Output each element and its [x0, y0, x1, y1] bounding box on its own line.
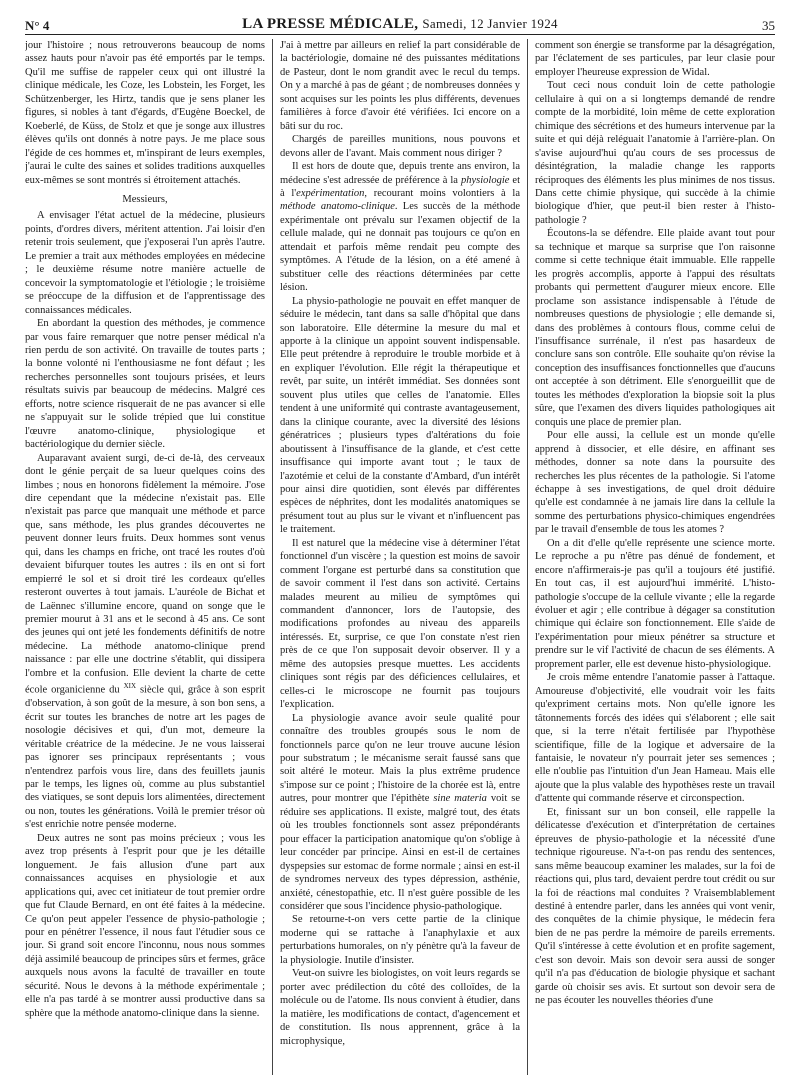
column-rule — [527, 39, 528, 1075]
paragraph: Veut-on suivre les biologistes, on voit leurs regards se porter avec prédilection du côté des colloïdes, de la molécule ou de l'atome. Ils nous convient à étudier, dans la matière, les modifications de contact, d'agencement et de constitution. Ils nous apprennent, grâce à la microphysique, — [280, 968, 520, 1047]
journal-title: LA PRESSE MÉDICALE, — [242, 16, 419, 32]
text-run: voit se réduire ses applications. Il existe, malgré tout, des états où les troubles fonctionnels sont assez prépondérants pour effacer la participation anatomique qu'on s'oblige à leur concéder par principe. Ainsi en est-il de certaines dyspepsies sur estomac de forme normale ; ainsi en est-il de syndromes nerveux des types dépression, asthénie, anxiété, cénestopathie, etc. Il n'est guère possible de les considérer que sous l'incidence physio-pathologique. — [280, 793, 520, 912]
paragraph: A envisager l'état actuel de la médecine, plusieurs points, d'ordres divers, méritent attention. J'ai loisir d'en retenir trois seulement, que j'exposerai l'un après l'autre. Le premier a trait aux méthodes employées en médecine ; le deuxième résume notre manière actuelle de concevoir la symptomatologie et l'étiologie ; le troisième se préoccupe de la diffusion et de l'apprentissage des connaissances médicales. — [25, 210, 265, 316]
paragraph — [280, 712, 520, 914]
column-middle — [280, 39, 520, 1075]
column-rule — [272, 39, 273, 1075]
text-run: Il est hors de doute que, depuis trente ans environ, la médecine s'est adressée de préférence à la — [280, 161, 520, 186]
paragraph — [25, 452, 265, 832]
text-run: et à l' — [280, 174, 520, 199]
italic-term: sine materia — [433, 793, 487, 805]
paragraph: On a dit d'elle qu'elle représente une science morte. Le reproche a pu n'être pas dénué de fondement, et encore n'affirmerais-je pas qu'il a toujours été justifié. En tout cas, il est aujourd'hui immérité. L'histo-pathologie s'occupe de la cellule vivante ; elle la regarde évoluer et agir ; elle contribue à dégager sa constitution chimique qui éclaire son fonctionnement. Elle s'aide de l'expérimentation pour mieux pénétrer sa structure et prendre sur le vif l'activité de chacun de ses éléments. A proprement parler, elle est devenue histo-physiologique. — [535, 537, 775, 670]
issue-date: Samedi, 12 Janvier 1924 — [422, 16, 558, 31]
journal-title-line — [25, 16, 775, 33]
text-run: La physiologie avance avoir seule qualité pour connaître des troubles groupés sous le nom de fonctionnels parce qu'on ne leur trouve aucune lésion pour substratum ; le mécanisme serait faussé sans que soit altéré le moteur. Mais la plus extrême prudence s'impose sur ce point ; l'histoire de la chorée est là, entre autres, pour montrer que l'épithète — [280, 712, 520, 805]
paragraph: Chargés de pareilles munitions, nous pouvons et devons aller de l'avant. Mais comment nous diriger ? — [280, 134, 520, 159]
text-run: siècle qui, grâce à son esprit d'observation, à son goût de la mesure, à son bon sens, a écrit sur toutes les branches de notre art les pages de nosologie décisives et qui, d'un mot, demeure la véritable créatrice de la médecine. Je ne vous laisserai pas ignorer ses principaux représentants ; vous n'entendrez parfois vous lire, dans des feuillets jaunis par le temps, les lignes où, comme au plus substantiel des viatiques, se sont depuis lors alimentées, directement ou non, toutes les générations. Voilà le premier trésor où s'est enrichie notre pensée moderne. — [25, 684, 265, 831]
text-run: Auparavant avaient surgi, de-ci de-là, des cerveaux dont le génie perçait de sa lueur quelques coins des limbes ; nous en honorons fidèlement la mémoire. J'ose dire cependant que la médecine n'existait pas. Elle n'existait pas parce que manquait une méthode et parce que, sans méthode, les plus grandes découvertes ne peuvent donner leurs fruits. Deux hommes sont venus qui, dans les champs en friche, ont tracé les routes d'où devaient bifurquer toutes les autres : ils en ont si fort empierré le sol et si droit tiré les cordeaux qu'elles resteront ouvertes à tout jamais. L'auréole de Bichat et de Laënnec s'illumine encore, quand on songe que le premier mourut à 31 ans et le second à 45 ans. Ce sont des jeunes qui ont jeté les fondements définitifs de notre médecine. La méthode anatomo-clinique prend naissance : par elle une doctrine s'établit, qui dissipera l'ombre et la confusion. Elle devient la charte de cette école organicienne du — [25, 452, 265, 696]
paragraph: Se retourne-t-on vers cette partie de la clinique moderne qui se rattache à l'anaphylaxie et aux perturbations humorales, on n'y pénètre qu'à la faveur de la physiologie. Inutile d'insister. — [280, 914, 520, 966]
paragraph: J'ai à mettre par ailleurs en relief la part considérable de la bactériologie, domaine né des puissantes méditations de Pasteur, dont le nom grandit avec le recul du temps. On y a marché à pas de géant ; de nombreuses données y sont acquises sur les points les plus différents, devenues familières à force d'avoir été vérifiées. Ici encore on a bâti sur du roc. — [280, 40, 520, 132]
column-right — [535, 39, 775, 1075]
paragraph: Pour elle aussi, la cellule est un monde qu'elle apprend à dissocier, et elle désire, en affinant ses méthodes, donner sa note dans la poursuite des recherches les plus récentes de la pathologie. Si l'atome échappe à ses investigations, de quel droit déduire qu'elle est condamnée à ne jamais lire dans la cellule la somme des perturbations physico-chimiques engendrées par le travail d'ensemble de tous les atomes ? — [535, 430, 775, 536]
paragraph: Tout ceci nous conduit loin de cette pathologie cellulaire à qui on a si longtemps demandé de rendre compte de la morbidité, loin même de cette exploration chimique des sécrétions et des humeurs intervenue par la suite et qui déjà reléguait l'anatomie à l'arrière-plan. On s'avise aujourd'hui qu'au cours de ses processus de désintégration, la maladie change les rapports réciproques des éléments les plus minimes de nos tissus. Dans cette chimie physique, qui succède à la chimie biologique d'hier, que peut-il bien rester à l'histo-pathologie ? — [535, 80, 775, 226]
page-number: 35 — [762, 18, 775, 33]
paragraph: Il est naturel que la médecine vise à déterminer l'état fonctionnel d'un viscère ; la question est moins de savoir comment l'organe est perturbé dans sa constitution que de savoir comment il l'est dans son activité. Certains malades meurent au milieu de symptômes qui commandent d'annoncer, lors de l'autopsie, des modifications profondes au niveau des appareils intéressés. Et, surprise, ce que l'on constate n'est rien près de ce que l'on supposait devoir observer. Il y a même des autopsies presque muettes. Les accidents cliniques sont régis par des déficiences cellulaires, et celles-ci le microscope ne fournit pas toujours l'explication. — [280, 537, 520, 711]
paragraph: En abordant la question des méthodes, je commence par vous faire remarquer que notre penser médical n'a rien perdu de son activité. On travaille de toutes parts ; la bonne volonté ni l'enthousiasme ne font défaut ; les recherches personnelles sont toujours prisées, et leurs résultats suivis par beaucoup de médecins. Malgré ces efforts, notre science risquerait de ne pas avancer si elle ne s'appuyait sur le solide trépied que lui constitue l'œuvre anatomo-clinique, physiologique et bactériologique du dernier siècle. — [25, 318, 265, 451]
salutation: Messieurs, — [122, 193, 168, 205]
issue-number: N° 4 — [25, 18, 50, 33]
italic-term: physiologie — [460, 174, 510, 186]
italic-term: méthode anatomo-clinique — [280, 201, 395, 213]
paragraph — [280, 160, 520, 295]
century-numeral: XIX — [123, 682, 137, 691]
text-run: . Les succès de la méthode expérimentale ont prévalu sur l'examen objectif de la cellule malade, qui ne donnait pas toujours ce qu'on en attendait et parfois même rendait peu compte des symptômes. A l'étude de la lésion, on a été amené à substituer celle des réactions déterminées par cette lésion. — [280, 201, 520, 294]
text-run: , recourant moins volontiers à la — [364, 187, 520, 199]
paragraph: Et, finissant sur un bon conseil, elle rappelle la délicatesse d'exécution et d'interprétation de certaines épreuves de physio-pathologie et la nécessité d'une technique rigoureuse. N'a-t-on pas rendu des sentences, sans même beaucoup examiner les malades, sur la foi de réactions qui, plus tard, devaient perdre tout crédit ou sur la foi de réactions mal conduites ? Vraisemblablement destiné à entendre parler, dans les années qui vont venir, des conquêtes de la chimie physique, le médecin fera bien de ne pas perdre la mémoire de pareils errements. Qu'il s'intéresse à cette évolution et en profite sagement, c'est son devoir. Mais son devoir sera aussi de songer qu'il n'a pas d'éducation de biologie physique et sachant garde où choisir ses avis. Et surtout son devoir sera de ne pas écouter les nouvelles théories d'une — [535, 806, 775, 1007]
paragraph: comment son énergie se transforme par la désagrégation, par l'éclatement de ses particules, par leur clasie pour employer l'heureuse expression de Widal. — [535, 40, 775, 78]
page-header — [25, 14, 775, 35]
paragraph: Deux autres ne sont pas moins précieux ; vous les avez trop présents à l'esprit pour que je les détaille longuement. Je fais allusion d'une part aux connaissances acquises en physiologie et aux applications qui, avec cet initiateur de tout premier ordre que fut Claude Bernard, en ont été faites à la médecine. Ce qu'on peut appeler l'essence de physio-pathologie ; pour en pénétrer l'essence, il nous faut l'étudier sous ce jour. Si grand soit encore l'inconnu, nous nous sommes déjà assimilé beaucoup de principes sûrs et fermes, grâce auxquels nous avons la faculté de travailler en toute sécurité. Nous le devons à la méthode expérimentale ; elle n'a pas tardé à se montrer aussi productive dans sa sphère que la méthode anatomo-clinique dans la sienne. — [25, 832, 265, 1019]
italic-term: expérimentation — [296, 187, 365, 199]
paragraph: La physio-pathologie ne pouvait en effet manquer de séduire le médecin, tant dans sa salle d'hôpital que dans son laboratoire. Elle détermine la mesure du mal et apporte à la clinique un appoint souvent indispensable. Elle peut prétendre à reproduire le trouble morbide et à en expliquer l'évolution. Elle régit la thérapeutique et revêt, par suite, un intérêt immédiat. Ses données sont souvent plus utiles que celles de l'anatomie. Elles tendent à une uniformité qui contraste avantageusement, dans la clinique courante, avec la diversité des lésions génératrices ; plusieurs types d'altérations du foie aboutissent à l'insuffisance de la glande, et c'est cette insuffisance qui importe avant tout ; le taux de l'azotémie et celui de la constante d'Ambard, d'un intérêt pour ainsi dire quotidien, sont élevés par différentes espèces de néphrites, dont les modalités anatomiques se présument tout au plus sur le vivant et n'influencent pas le traitement. — [280, 295, 520, 536]
paragraph: jour l'histoire ; nous retrouverons beaucoup de noms assez hauts pour n'avoir pas été emportés par le temps. Qu'il me suffise de rappeler ceux qui ont illustré la clinique médicale, les Coze, les Lobstein, les Forget, les Schützenberger, les Hirtz, tandis que je sens planer les figures, si nobles à tant d'égards, d'Eugène Boeckel, de Koeberlé, de Küss, de Stolz et que je songe aux illustres élèves qu'ils ont donnés à notre pays. Je me place sous l'égide de ces hommes et, m'inspirant de leurs exemples, j'aurai le culte des saines et solides traditions auxquelles eux-mêmes se sont montrés si étroitement attachés. — [25, 40, 265, 186]
paragraph: Je crois même entendre l'anatomie passer à l'attaque. Amoureuse d'objectivité, elle voudrait voir les faits qu'expriment certains mots. Non qu'elle ignore les tâtonnements forcés des idées qui s'élaborent ; elle sait que, si la terre n'était fertilisée par l'hypothèse scientifique, fille de la logique et adversaire de la fantaisie, le novateur n'y pourrait jeter ses semences ; elle n'oublie pas l'intuition d'un Jean Hameau. Mais elle ajoute que la plus valable des hypothèses reste un travail d'attente qui commande réserve et circonspection. — [535, 672, 775, 805]
column-left — [25, 39, 265, 1075]
paragraph: Écoutons-la se défendre. Elle plaide avant tout pour sa technique et marque sa surprise que l'on raisonne comme si cette technique était immuable. Elle rappelle les progrès accomplis, apporte à l'appui des résultats probants qui permettent d'augurer mieux encore. Elle proclame son assistance indispensable à l'étude de nombreuses questions de physiologie ; elle demande si, dans des problèmes à contours flous, comme celui de l'insuffisance surrénale, il n'est pas hasardeux de conclure sans son contrôle. Elle souhaite qu'on révise la conception des insuffisances fonctionnelles que d'aucuns ont acceptée à son détriment. Elle s'enorgueillit que de toutes les méthodes d'exploration la biopsie soit la plus sûre, que l'examen des divers liquides pathologiques ait conquis une place de premier plan. — [535, 228, 775, 428]
article-columns — [25, 39, 775, 1075]
